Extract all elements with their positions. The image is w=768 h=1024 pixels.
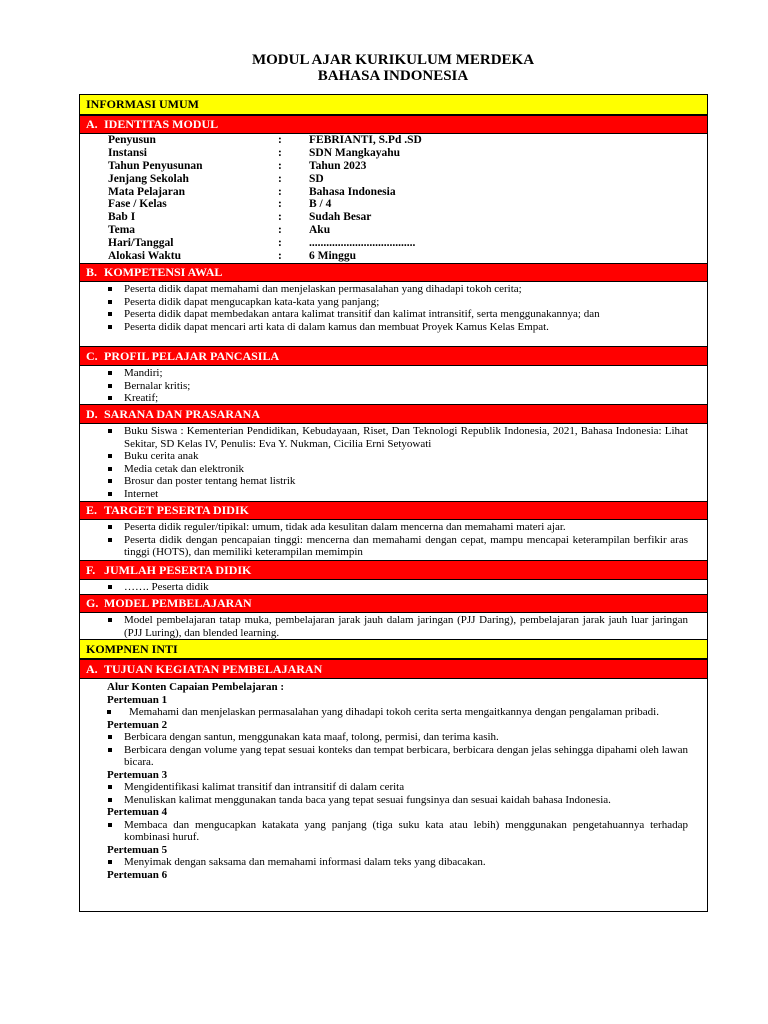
model-pembelajaran-body [79,614,708,639]
tujuan-kegiatan-body [79,679,708,881]
pertemuan-4-heading: Pertemuan 4 [107,806,168,818]
list-item: Peserta didik reguler/tipikal: umum, tidak ada kesulitan dalam mencerna dan memahami materi ajar. [79,521,708,534]
identitas-value: FEBRIANTI, S.Pd .SD [309,134,422,146]
identitas-value: SD [309,172,324,185]
identitas-row [79,198,708,211]
list-item: Peserta didik dapat mencari arti kata di dalam kamus dan membuat Proyek Kamus Kelas Empat. [79,321,708,334]
list-item: Berbicara dengan volume yang tepat sesuai konteks dan tempat berbicara, berbicara dengan jelas sehingga dipahami oleh lawan bicara. [79,744,708,769]
section-number: B. [86,265,98,279]
identitas-colon: : [278,250,282,263]
list-item: Media cetak dan elektronik [79,463,708,476]
section-number: D. [86,406,98,421]
list-item: Memahami dan menjelaskan permasalahan yang dihadapi tokoh cerita serta mengaitkannya dengan pengalaman pribadi. [79,706,708,719]
profil-pelajar-header [79,346,708,366]
identitas-colon: : [278,172,282,185]
identitas-value: Tahun 2023 [309,159,367,172]
section-number: E. [86,503,98,517]
section-number: C. [86,348,98,363]
sarana-prasarana-body [79,425,708,500]
identitas-label: Mata Pelajaran [108,185,185,198]
identitas-value: Aku [309,224,331,237]
identitas-colon: : [278,185,282,198]
target-peserta-header [79,501,708,520]
identitas-row [79,134,708,147]
identitas-row [79,160,708,173]
kompetensi-awal-header [79,263,708,282]
list-item: ……. Peserta didik [79,581,708,594]
sarana-prasarana-header [79,404,708,424]
identitas-row [79,173,708,186]
list-item: Brosur dan poster tentang hemat listrik [79,475,708,488]
model-pembelajaran-header [79,594,708,613]
identitas-label: Penyusun [108,134,156,146]
identitas-label: Jenjang Sekolah [108,172,189,185]
section-number: A. [86,117,98,131]
list-item: Bernalar kritis; [79,380,708,393]
pertemuan-3-heading: Pertemuan 3 [107,768,168,781]
pertemuan-1-heading: Pertemuan 1 [107,693,168,706]
identitas-value: B / 4 [309,198,332,211]
jumlah-peserta-body [79,581,708,594]
pertemuan-5-heading: Pertemuan 5 [107,843,168,856]
identitas-label: Instansi [108,146,147,159]
list-item: Mandiri; [79,367,708,380]
section-label: TARGET PESERTA DIDIK [104,503,249,517]
komponen-inti-header [79,639,708,659]
identitas-label: Bab I [108,211,136,224]
identitas-value: ..................................... [309,237,416,250]
target-peserta-body [79,521,708,559]
list-item: Kreatif; [79,392,708,405]
identitas-colon: : [278,211,282,224]
identitas-label: Fase / Kelas [108,198,167,211]
list-item: Mengidentifikasi kalimat transitif dan intransitif di dalam cerita [79,781,708,794]
identitas-value: Sudah Besar [309,211,372,224]
list-item: Menuliskan kalimat menggunakan tanda baca yang tepat sesuai fungsinya dan sesuai kaidah bahasa Indonesia. [79,794,708,807]
profil-pelajar-body [79,367,708,405]
section-label: JUMLAH PESERTA DIDIK [104,562,252,577]
identitas-row [79,186,708,199]
section-label: IDENTITAS MODUL [104,117,219,131]
section-label: SARANA DAN PRASARANA [104,406,261,421]
identitas-colon: : [278,146,282,159]
alur-konten-heading: Alur Konten Capaian Pembelajaran : [107,681,285,693]
list-item: Peserta didik dapat membedakan antara kalimat transitif dan kalimat intransitif, serta menggunakannya; dan [79,308,708,321]
document-title [0,52,768,84]
identitas-modul-header [79,115,708,134]
title-line-2: BAHASA INDONESIA [317,68,469,84]
list-item: Internet [79,488,708,501]
informasi-umum-header [79,94,708,115]
identitas-value: Bahasa Indonesia [309,185,396,198]
identitas-colon: : [278,237,282,250]
identitas-row [79,147,708,160]
identitas-label: Hari/Tanggal [108,237,174,250]
identitas-row [79,237,708,250]
tujuan-kegiatan-header [79,659,708,679]
identitas-label: Alokasi Waktu [108,250,181,263]
identitas-colon: : [278,159,282,172]
section-number: A. [86,661,98,676]
identitas-value: 6 Minggu [309,250,356,263]
identitas-label: Tema [108,224,136,237]
identitas-row [79,224,708,237]
section-label: KOMPETENSI AWAL [104,265,223,279]
identitas-modul-body [79,134,708,263]
identitas-label: Tahun Penyusunan [108,159,203,172]
identitas-value: SDN Mangkayahu [309,146,401,159]
identitas-row [79,250,708,263]
identitas-colon: : [278,134,282,146]
section-label: MODEL PEMBELAJARAN [104,596,252,610]
list-item: Peserta didik dapat mengucapkan kata-kata yang panjang; [79,296,708,309]
list-item: Peserta didik dapat memahami dan menjelaskan permasalahan yang dihadapi tokoh cerita; [79,283,708,296]
identitas-colon: : [278,198,282,211]
identitas-row [79,211,708,224]
section-label: PROFIL PELAJAR PANCASILA [104,348,280,363]
identitas-colon: : [278,224,282,237]
title-line-1: MODUL AJAR KURIKULUM MERDEKA [251,52,535,68]
list-item: Berbicara dengan santun, menggunakan kata maaf, tolong, permisi, dan terima kasih. [79,731,708,744]
list-item: Buku cerita anak [79,450,708,463]
section-label: TUJUAN KEGIATAN PEMBELAJARAN [104,661,323,676]
informasi-umum-label: INFORMASI UMUM [86,97,199,111]
pertemuan-2-heading: Pertemuan 2 [107,718,168,731]
list-item: Model pembelajaran tatap muka, pembelajaran jarak jauh dalam jaringan (PJJ Daring), pembelajaran jarak jauh luar jaringan (PJJ Luring), dan blended learning. [79,614,708,639]
list-item: Membaca dan mengucapkan katakata yang panjang (tiga suku kata atau lebih) menggunakan pengetahuannya terhadap kombinasi huruf. [79,819,708,844]
list-item: Menyimak dengan saksama dan memahami informasi dalam teks yang dibacakan. [79,856,708,869]
list-item: Peserta didik dengan pencapaian tinggi: mencerna dan memahami dengan cepat, mampu mencapai keterampilan berfikir aras tinggi (HOTS), dan memiliki keterampilan memimpin [79,534,708,559]
list-item: Buku Siswa : Kementerian Pendidikan, Kebudayaan, Riset, Dan Teknologi Republik Indonesia, 2021, Bahasa Indonesia: Lihat Sekitar, SD Kelas IV, Penulis: Eva Y. Nukman, Cicilia Erni Setyowati [79,425,708,450]
kompetensi-awal-body [79,283,708,333]
section-number: F. [86,562,96,577]
pertemuan-6-heading: Pertemuan 6 [107,868,168,881]
komponen-inti-label: KOMPNEN INTI [86,641,178,656]
jumlah-peserta-header [79,560,708,580]
section-number: G. [86,596,99,610]
